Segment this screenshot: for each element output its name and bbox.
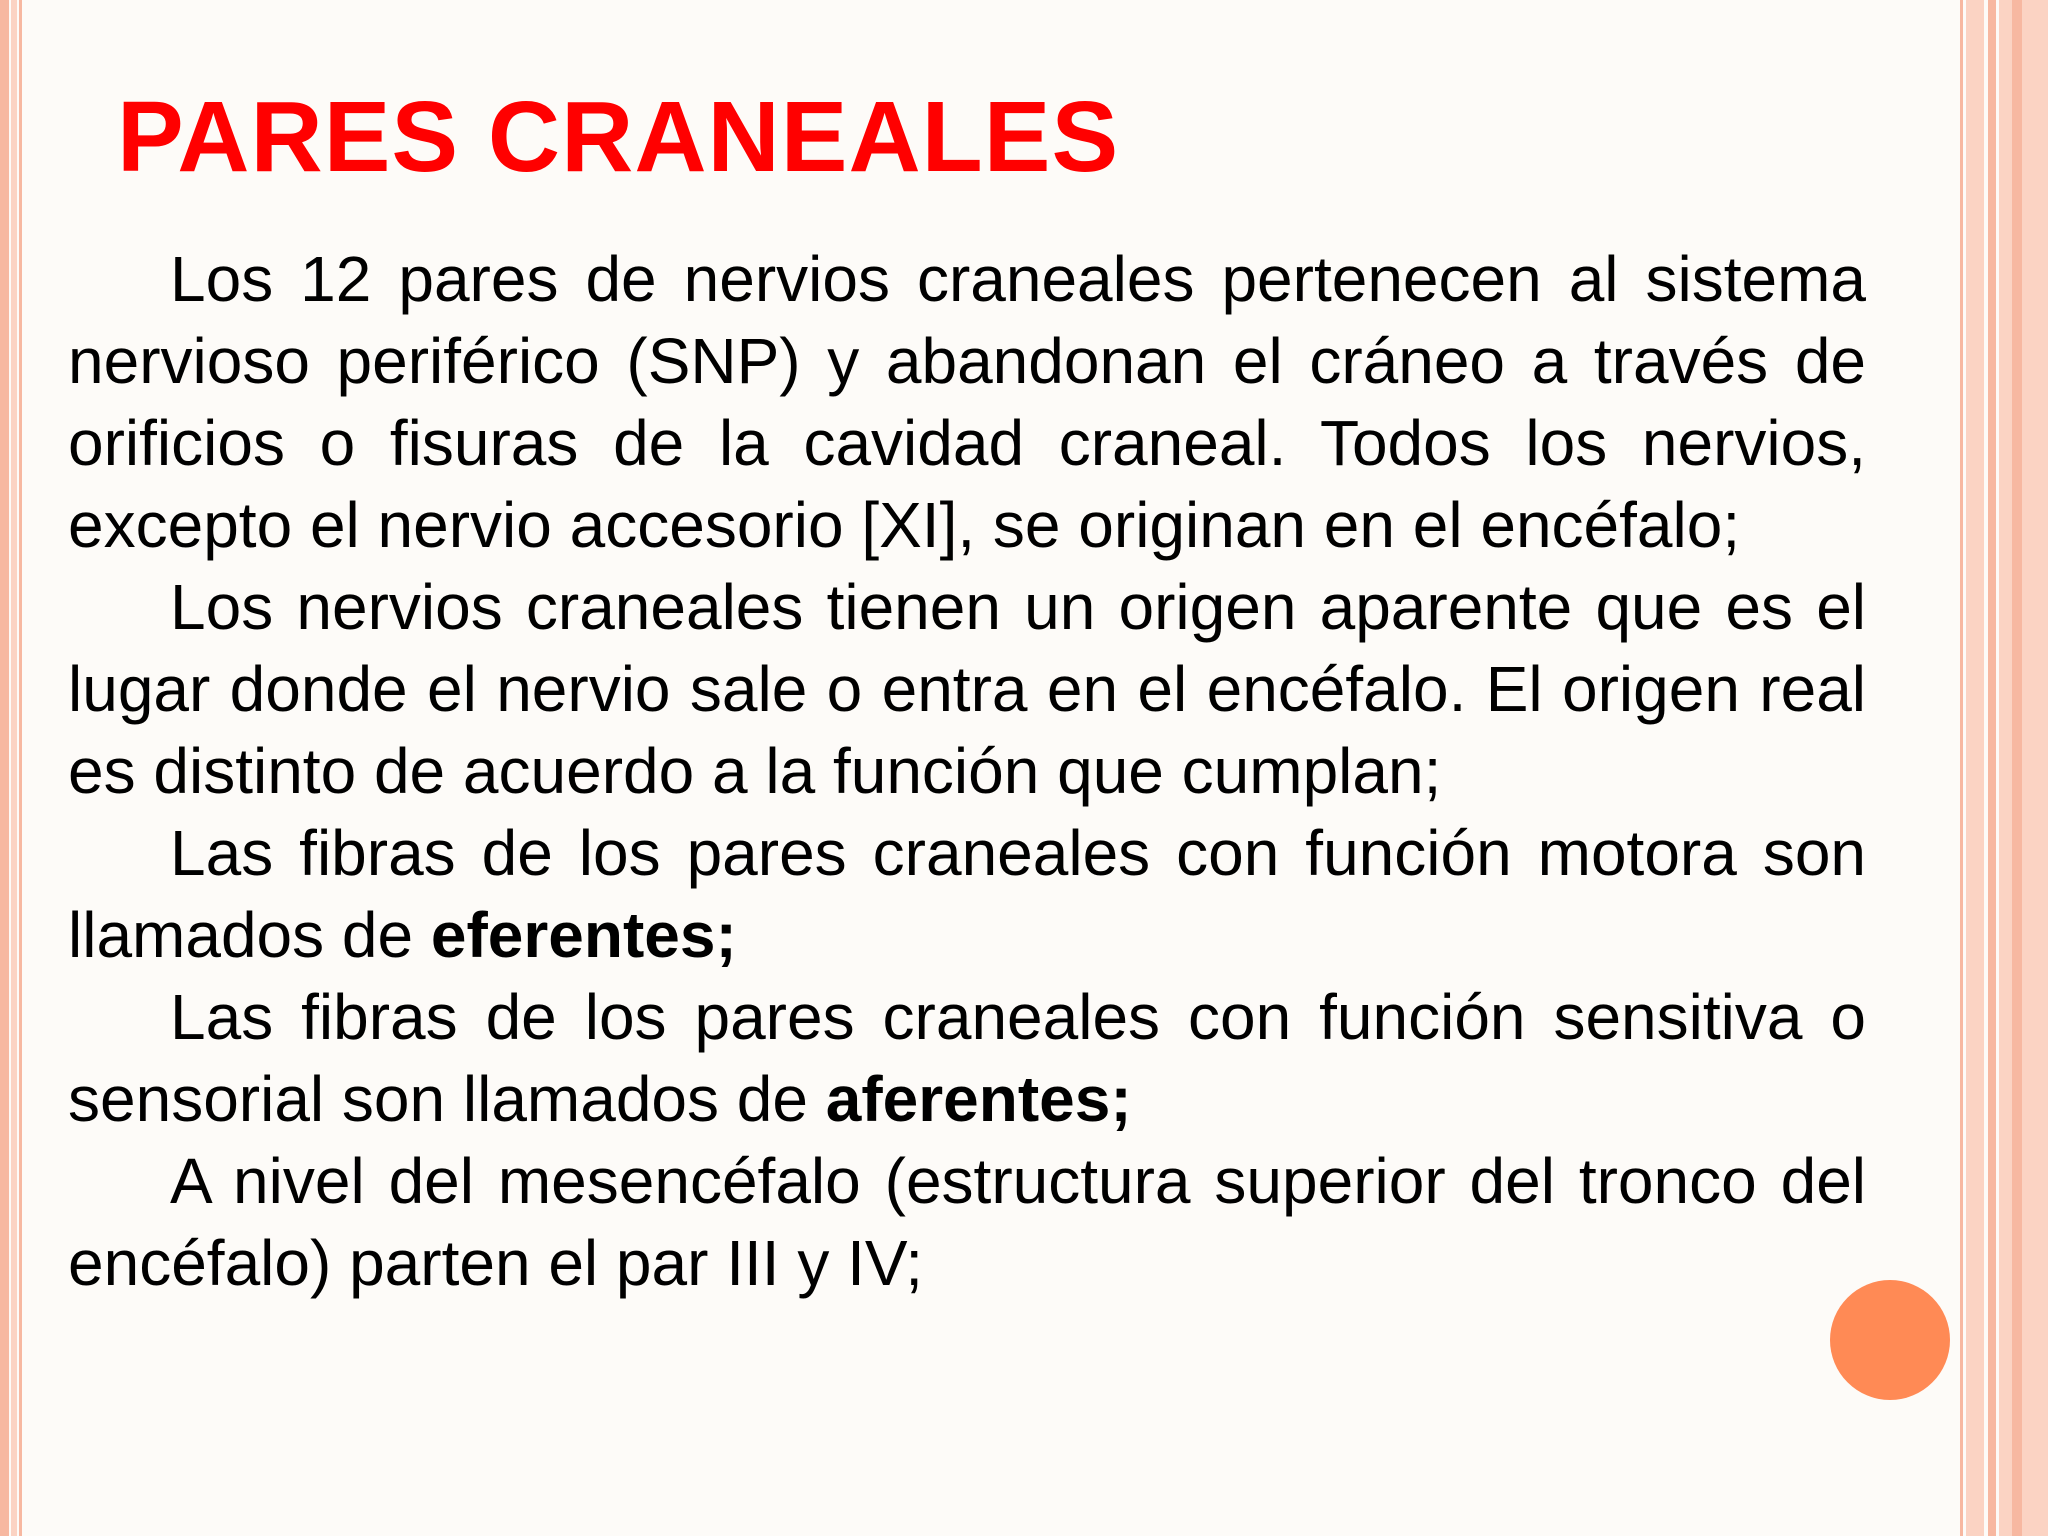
paragraph-3-bold-term: eferentes; <box>430 899 737 971</box>
paragraph-4 <box>68 976 1866 1140</box>
paragraph-4-bold-term: aferentes; <box>825 1063 1132 1135</box>
left-border-stripe <box>19 0 22 1536</box>
right-border-stripe <box>2012 0 2022 1536</box>
paragraph-5 <box>68 1140 1866 1304</box>
paragraph-1 <box>68 238 1866 566</box>
paragraph-2-text: Los nervios craneales tienen un origen aparente que es el lugar donde el nervio sale o entra en el encéfalo. El origen real es distinto de acuerdo a la función que cumplan; <box>68 571 1866 807</box>
paragraph-3-text: Las fibras de los pares craneales con función motora son llamados de <box>68 817 1866 971</box>
paragraph-2 <box>68 566 1866 812</box>
left-border-stripe <box>11 0 17 1536</box>
right-border-stripe <box>1966 0 1984 1536</box>
paragraph-1-text: Los 12 pares de nervios craneales pertenecen al sistema nervioso periférico (SNP) y abandonan el cráneo a través de orificios o fisuras de la cavidad craneal. Todos los nervios, excepto el nervio accesorio [XI], se originan en el encéfalo; <box>68 243 1866 561</box>
right-border-stripe <box>1960 0 1963 1536</box>
left-border-stripe <box>0 0 9 1536</box>
right-border-stripe <box>1988 0 1996 1536</box>
paragraph-4-text: Las fibras de los pares craneales con función sensitiva o sensorial son llamados de <box>68 981 1866 1135</box>
paragraph-3 <box>68 812 1866 976</box>
accent-circle <box>1830 1280 1950 1400</box>
slide-title: PARES CRANEALES <box>117 81 1120 193</box>
slide-body <box>68 238 1866 1304</box>
paragraph-5-text: A nivel del mesencéfalo (estructura superior del tronco del encéfalo) parten el par III y IV; <box>68 1145 1866 1299</box>
right-border-stripe <box>1999 0 2048 1536</box>
